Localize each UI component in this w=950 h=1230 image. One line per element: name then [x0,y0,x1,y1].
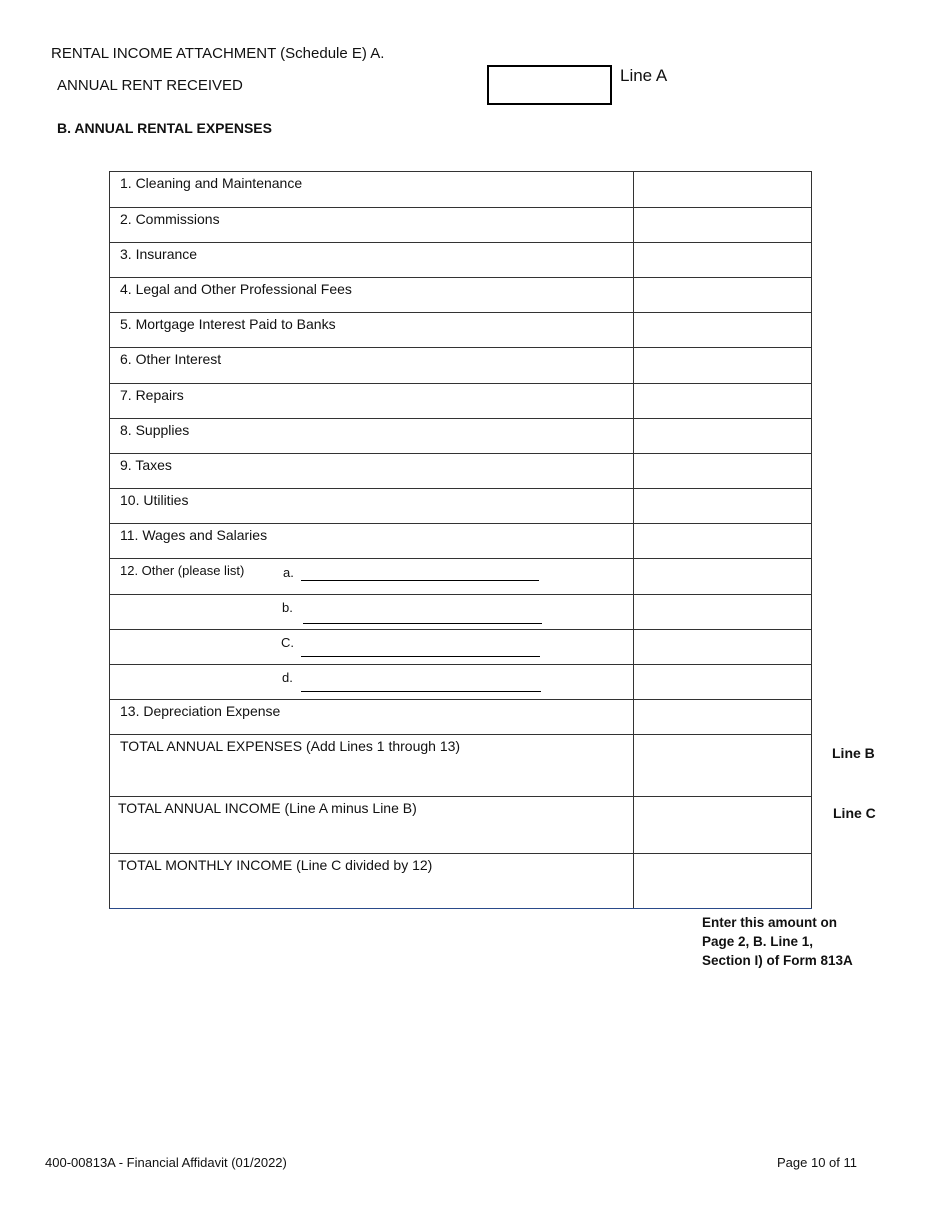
amount-field-other-c[interactable] [634,630,812,664]
expense-label: 5. Mortgage Interest Paid to Banks [110,313,634,347]
amount-field-other-b[interactable] [634,595,812,629]
amount-field-other-interest[interactable] [634,348,812,383]
page-number: Page 10 of 11 [777,1155,857,1170]
other-expense-row-b [110,595,634,629]
table-row [110,348,812,384]
expense-label: 6. Other Interest [110,348,634,383]
amount-field-other-a[interactable] [634,559,812,594]
expense-label: 4. Legal and Other Professional Fees [110,278,634,312]
other-please-list-label: 12. Other (please list) [120,563,245,578]
expense-label: 10. Utilities [110,489,634,523]
total-expenses-label: TOTAL ANNUAL EXPENSES (Add Lines 1 through 13) [110,735,634,796]
other-description-input-c[interactable] [301,656,540,657]
other-expense-row-d [110,665,634,699]
table-row [110,278,812,313]
other-expense-row-c [110,630,634,664]
line-c-label: Line C [833,805,876,821]
table-row [110,665,812,700]
table-row [110,172,812,208]
table-row [110,595,812,630]
expense-label: 13. Depreciation Expense [110,700,634,734]
amount-field-mortgage-interest[interactable] [634,313,812,347]
table-row [110,854,812,908]
note-line-1: Enter this amount on [702,915,837,930]
form-identifier: 400-00813A - Financial Affidavit (01/2022) [45,1155,287,1170]
annual-rent-input[interactable] [487,65,612,105]
total-income-label: TOTAL ANNUAL INCOME (Line A minus Line B) [110,797,634,853]
monthly-income-field[interactable] [634,854,812,908]
amount-field-legal[interactable] [634,278,812,312]
other-letter-b: b. [282,600,293,615]
expenses-table [109,171,812,909]
amount-field-insurance[interactable] [634,243,812,277]
other-description-input-a[interactable] [301,580,539,581]
table-row [110,700,812,735]
amount-field-depreciation[interactable] [634,700,812,734]
total-expenses-field[interactable] [634,735,812,796]
expense-label: 7. Repairs [110,384,634,418]
expense-label: 2. Commissions [110,208,634,242]
annual-rent-label: ANNUAL RENT RECEIVED [57,77,243,94]
table-row [110,630,812,665]
table-row [110,313,812,348]
table-row [110,489,812,524]
table-row [110,559,812,595]
other-letter-c: C. [281,635,294,650]
instruction-note [702,913,853,970]
amount-field-commissions[interactable] [634,208,812,242]
table-row [110,384,812,419]
expense-label: 3. Insurance [110,243,634,277]
section-b-heading: B. ANNUAL RENTAL EXPENSES [57,120,272,136]
form-title: RENTAL INCOME ATTACHMENT (Schedule E) A. [51,45,385,62]
expense-label: 1. Cleaning and Maintenance [110,172,634,207]
expense-label: 8. Supplies [110,419,634,453]
other-description-input-b[interactable] [303,623,542,624]
note-line-3: Section I) of Form 813A [702,953,853,968]
monthly-income-label: TOTAL MONTHLY INCOME (Line C divided by 12) [110,854,634,908]
amount-field-cleaning[interactable] [634,172,812,207]
table-row [110,208,812,243]
expense-label: 9. Taxes [110,454,634,488]
expense-label: 11. Wages and Salaries [110,524,634,558]
line-b-label: Line B [832,745,875,761]
amount-field-taxes[interactable] [634,454,812,488]
table-row [110,454,812,489]
table-row [110,419,812,454]
amount-field-utilities[interactable] [634,489,812,523]
other-letter-d: d. [282,670,293,685]
amount-field-repairs[interactable] [634,384,812,418]
table-row [110,243,812,278]
table-row [110,524,812,559]
note-line-2: Page 2, B. Line 1, [702,934,814,949]
amount-field-wages[interactable] [634,524,812,558]
amount-field-other-d[interactable] [634,665,812,699]
table-row [110,797,812,854]
other-letter-a: a. [283,565,294,580]
other-description-input-d[interactable] [301,691,541,692]
total-income-field[interactable] [634,797,812,853]
table-row [110,735,812,797]
line-a-label: Line A [620,66,668,85]
other-expense-row-a [110,559,634,594]
amount-field-supplies[interactable] [634,419,812,453]
